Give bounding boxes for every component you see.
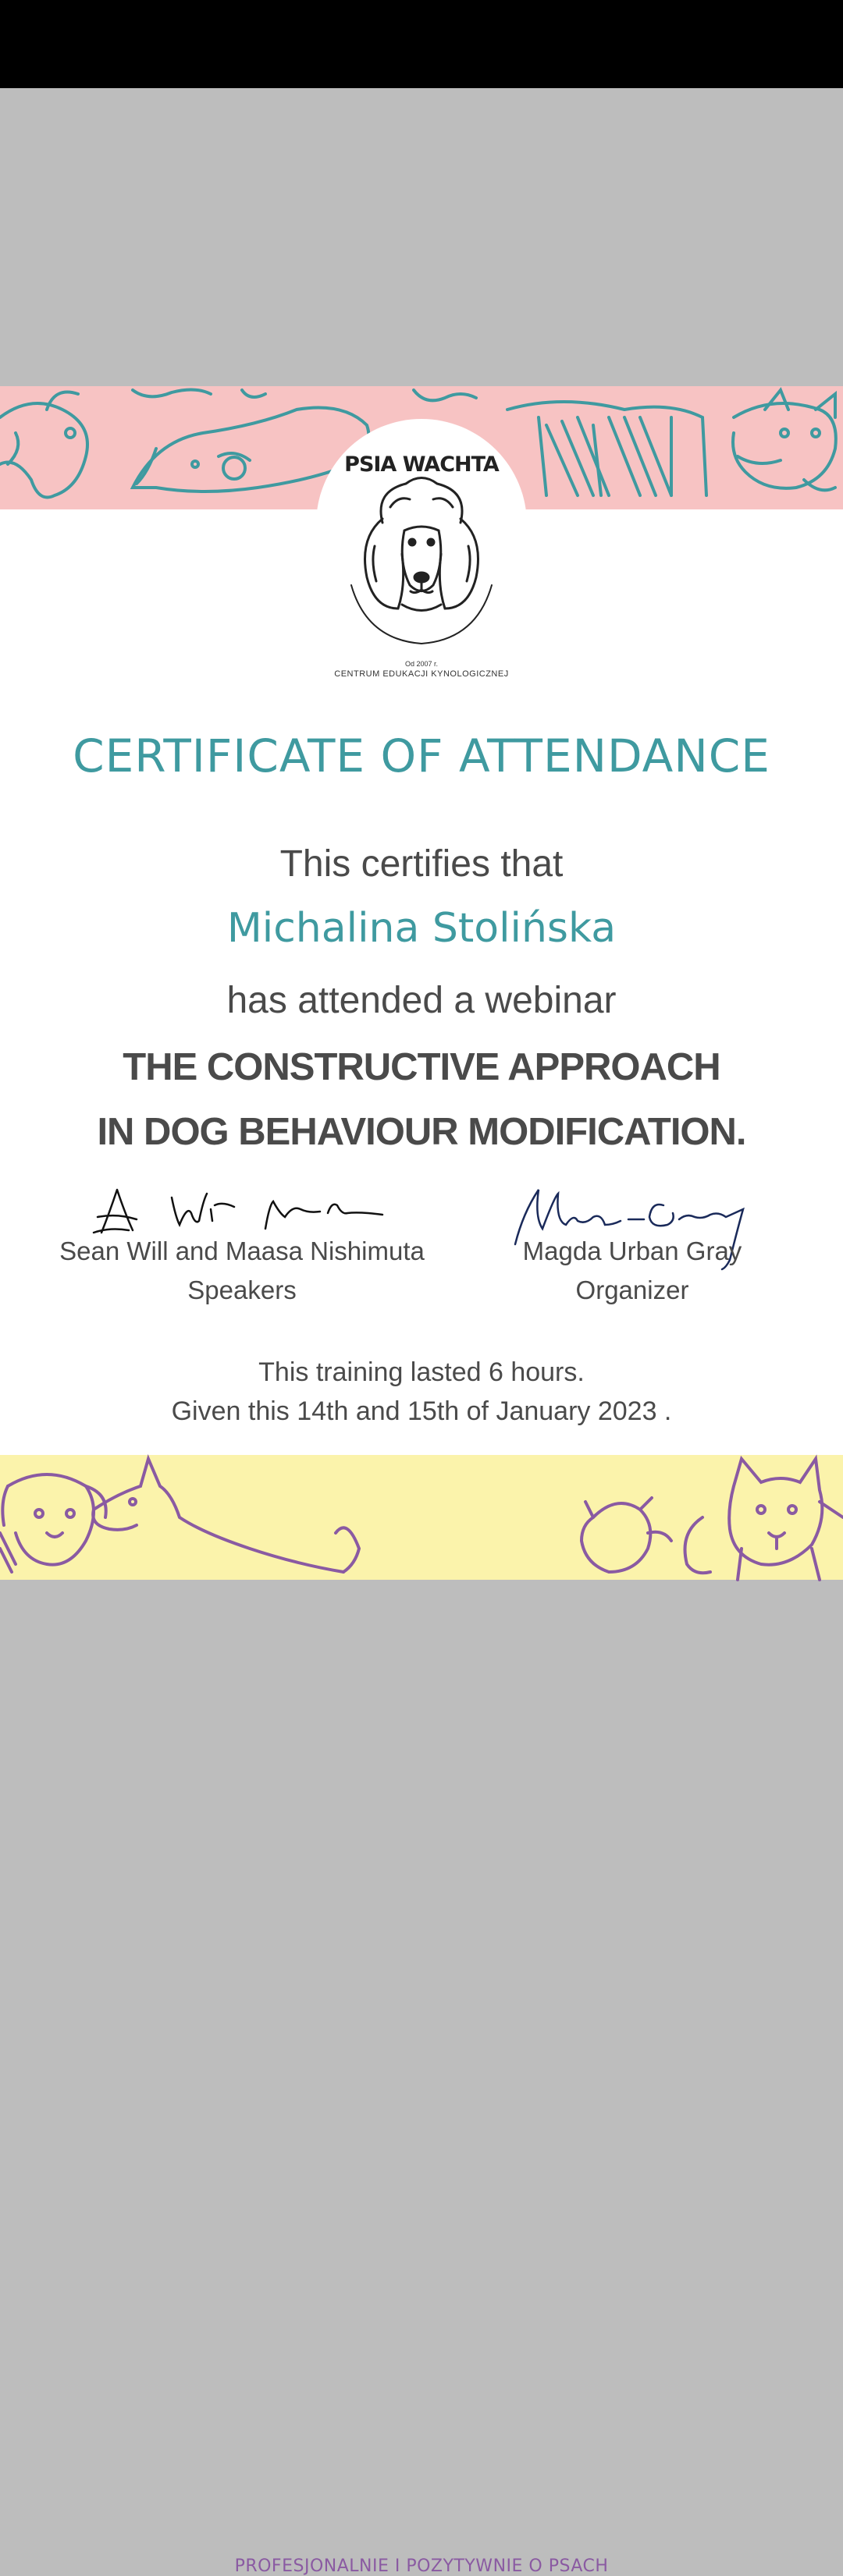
recipient-name: Michalina Stolińska [226,905,617,952]
course-title-line2: IN DOG BEHAVIOUR MODIFICATION. [97,1111,746,1153]
speakers-role: Speakers [187,1276,297,1304]
certifies-text: This certifies that [279,843,564,885]
course-title-line1: THE CONSTRUCTIVE APPROACH [123,1046,720,1088]
attended-text: has attended a webinar [226,980,617,1021]
status-bar [0,0,843,88]
organizer-name: Magda Urban Gray [522,1237,742,1265]
certificate [0,386,843,2576]
bottom-decor-band [0,1455,843,2576]
certificate-title: CERTIFICATE OF ATTENDANCE [73,729,770,782]
logo-subtitle: CENTRUM EDUKACJI KYNOLOGICZNEJ [334,669,509,679]
dog-illustrations-bottom [0,1455,843,1580]
organizer-signature [468,1182,796,1283]
organizer-signature-block [468,1182,796,1315]
training-duration: This training lasted 6 hours. [258,1357,585,1387]
given-date: Given this 14th and 15th of January 2023 . [171,1396,672,1426]
logo-since: Od 2007 r. [404,660,439,668]
slogan: PROFESJONALNIE I POZYTYWNIE O PSACH [234,2556,609,2576]
speakers-signature [47,1182,437,1244]
speakers-names: Sean Will and Maasa Nishimuta [59,1237,425,1265]
psia-wachta-logo [328,429,515,679]
logo-title: PSIA WACHTA [344,452,499,477]
speakers-signature-block [47,1182,437,1315]
poodle-icon [328,429,515,648]
organizer-role: Organizer [575,1276,689,1304]
